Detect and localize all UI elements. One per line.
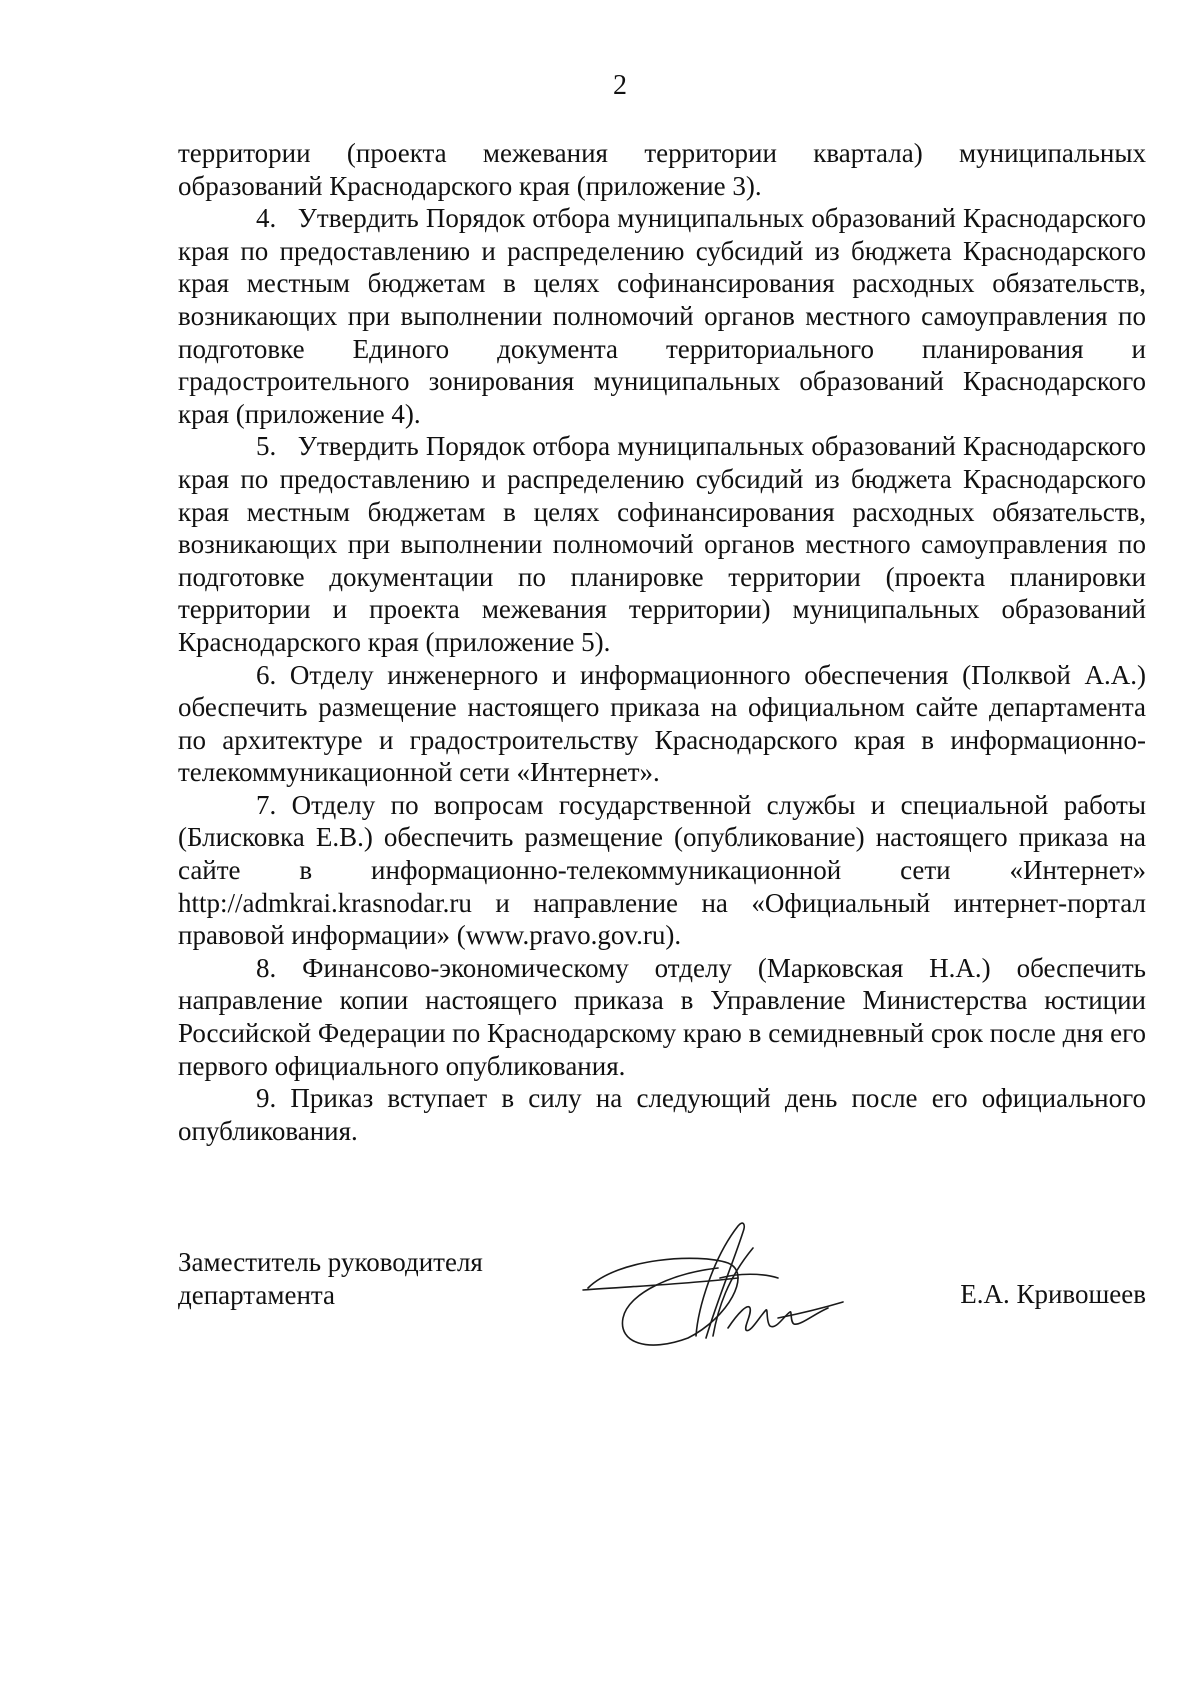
paragraph-item-6: 6. Отделу инженерного и информационного обеспечения (Полквой А.А.) обеспечить размещение настоящего приказа на официальном сайте департамента по архитектуре и градостроительству Краснодарского края в информационно-телекоммуникационной сети «Интернет». — [178, 659, 1146, 788]
paragraph-item-8: 8. Финансово-экономическому отделу (Марковская Н.А.) обеспечить направление копии настоящего приказа в Управление Министерства юстиции Российской Федерации по Краснодарскому краю в семидневный срок после дня его первого официального опубликования. — [178, 952, 1146, 1081]
paragraph-item-5: 5. Утвердить Порядок отбора муниципальных образований Краснодарского края по предоставлению и распределению субсидий из бюджета Краснодарского края местным бюджетам в целях софинансирования расходных обязательств, возникающих при выполнении полномочий органов местного самоуправления по подготовке документации по планировке территории (проекта планировки территории и проекта межевания территории) муниципальных образований Краснодарского края (приложение 5). — [178, 431, 1146, 657]
signer-name: Е.А. Кривошеев — [960, 1279, 1146, 1309]
paragraph-item-4: 4. Утвердить Порядок отбора муниципальных образований Краснодарского края по предоставлению и распределению субсидий из бюджета Краснодарского края местным бюджетам в целях софинансирования расходных обязательств, возникающих при выполнении полномочий органов местного самоуправления по подготовке Единого документа территориального планирования и градостроительного зонирования муниципальных образований Краснодарского края (приложение 4). — [178, 203, 1146, 429]
handwritten-signature — [578, 1218, 848, 1353]
paragraph-item-9: 9. Приказ вступает в силу на следующий день после его официального опубликования. — [178, 1083, 1146, 1146]
paragraph-item-7: 7. Отделу по вопросам государственной службы и специальной работы (Блисковка Е.В.) обеспечить размещение (опубликование) настоящего приказа на сайте в информационно-телекоммуникационной сети «Интернет» http://admkrai.krasnodar.ru и направление на «Официальный интернет-портал правовой информации» (www.pravo.gov.ru). — [178, 789, 1146, 951]
signer-position-line-1: Заместитель руководителя — [178, 1247, 483, 1277]
page-number: 2 — [613, 70, 627, 101]
document-body — [178, 137, 1146, 1147]
signature-block — [178, 1246, 1146, 1386]
signer-position-line-2: департамента — [178, 1279, 336, 1310]
paragraph-3-continuation: территории (проекта межевания территории квартала) муниципальных образований Краснодарского края (приложение 3). — [178, 138, 1146, 201]
signer-position — [178, 1246, 483, 1311]
